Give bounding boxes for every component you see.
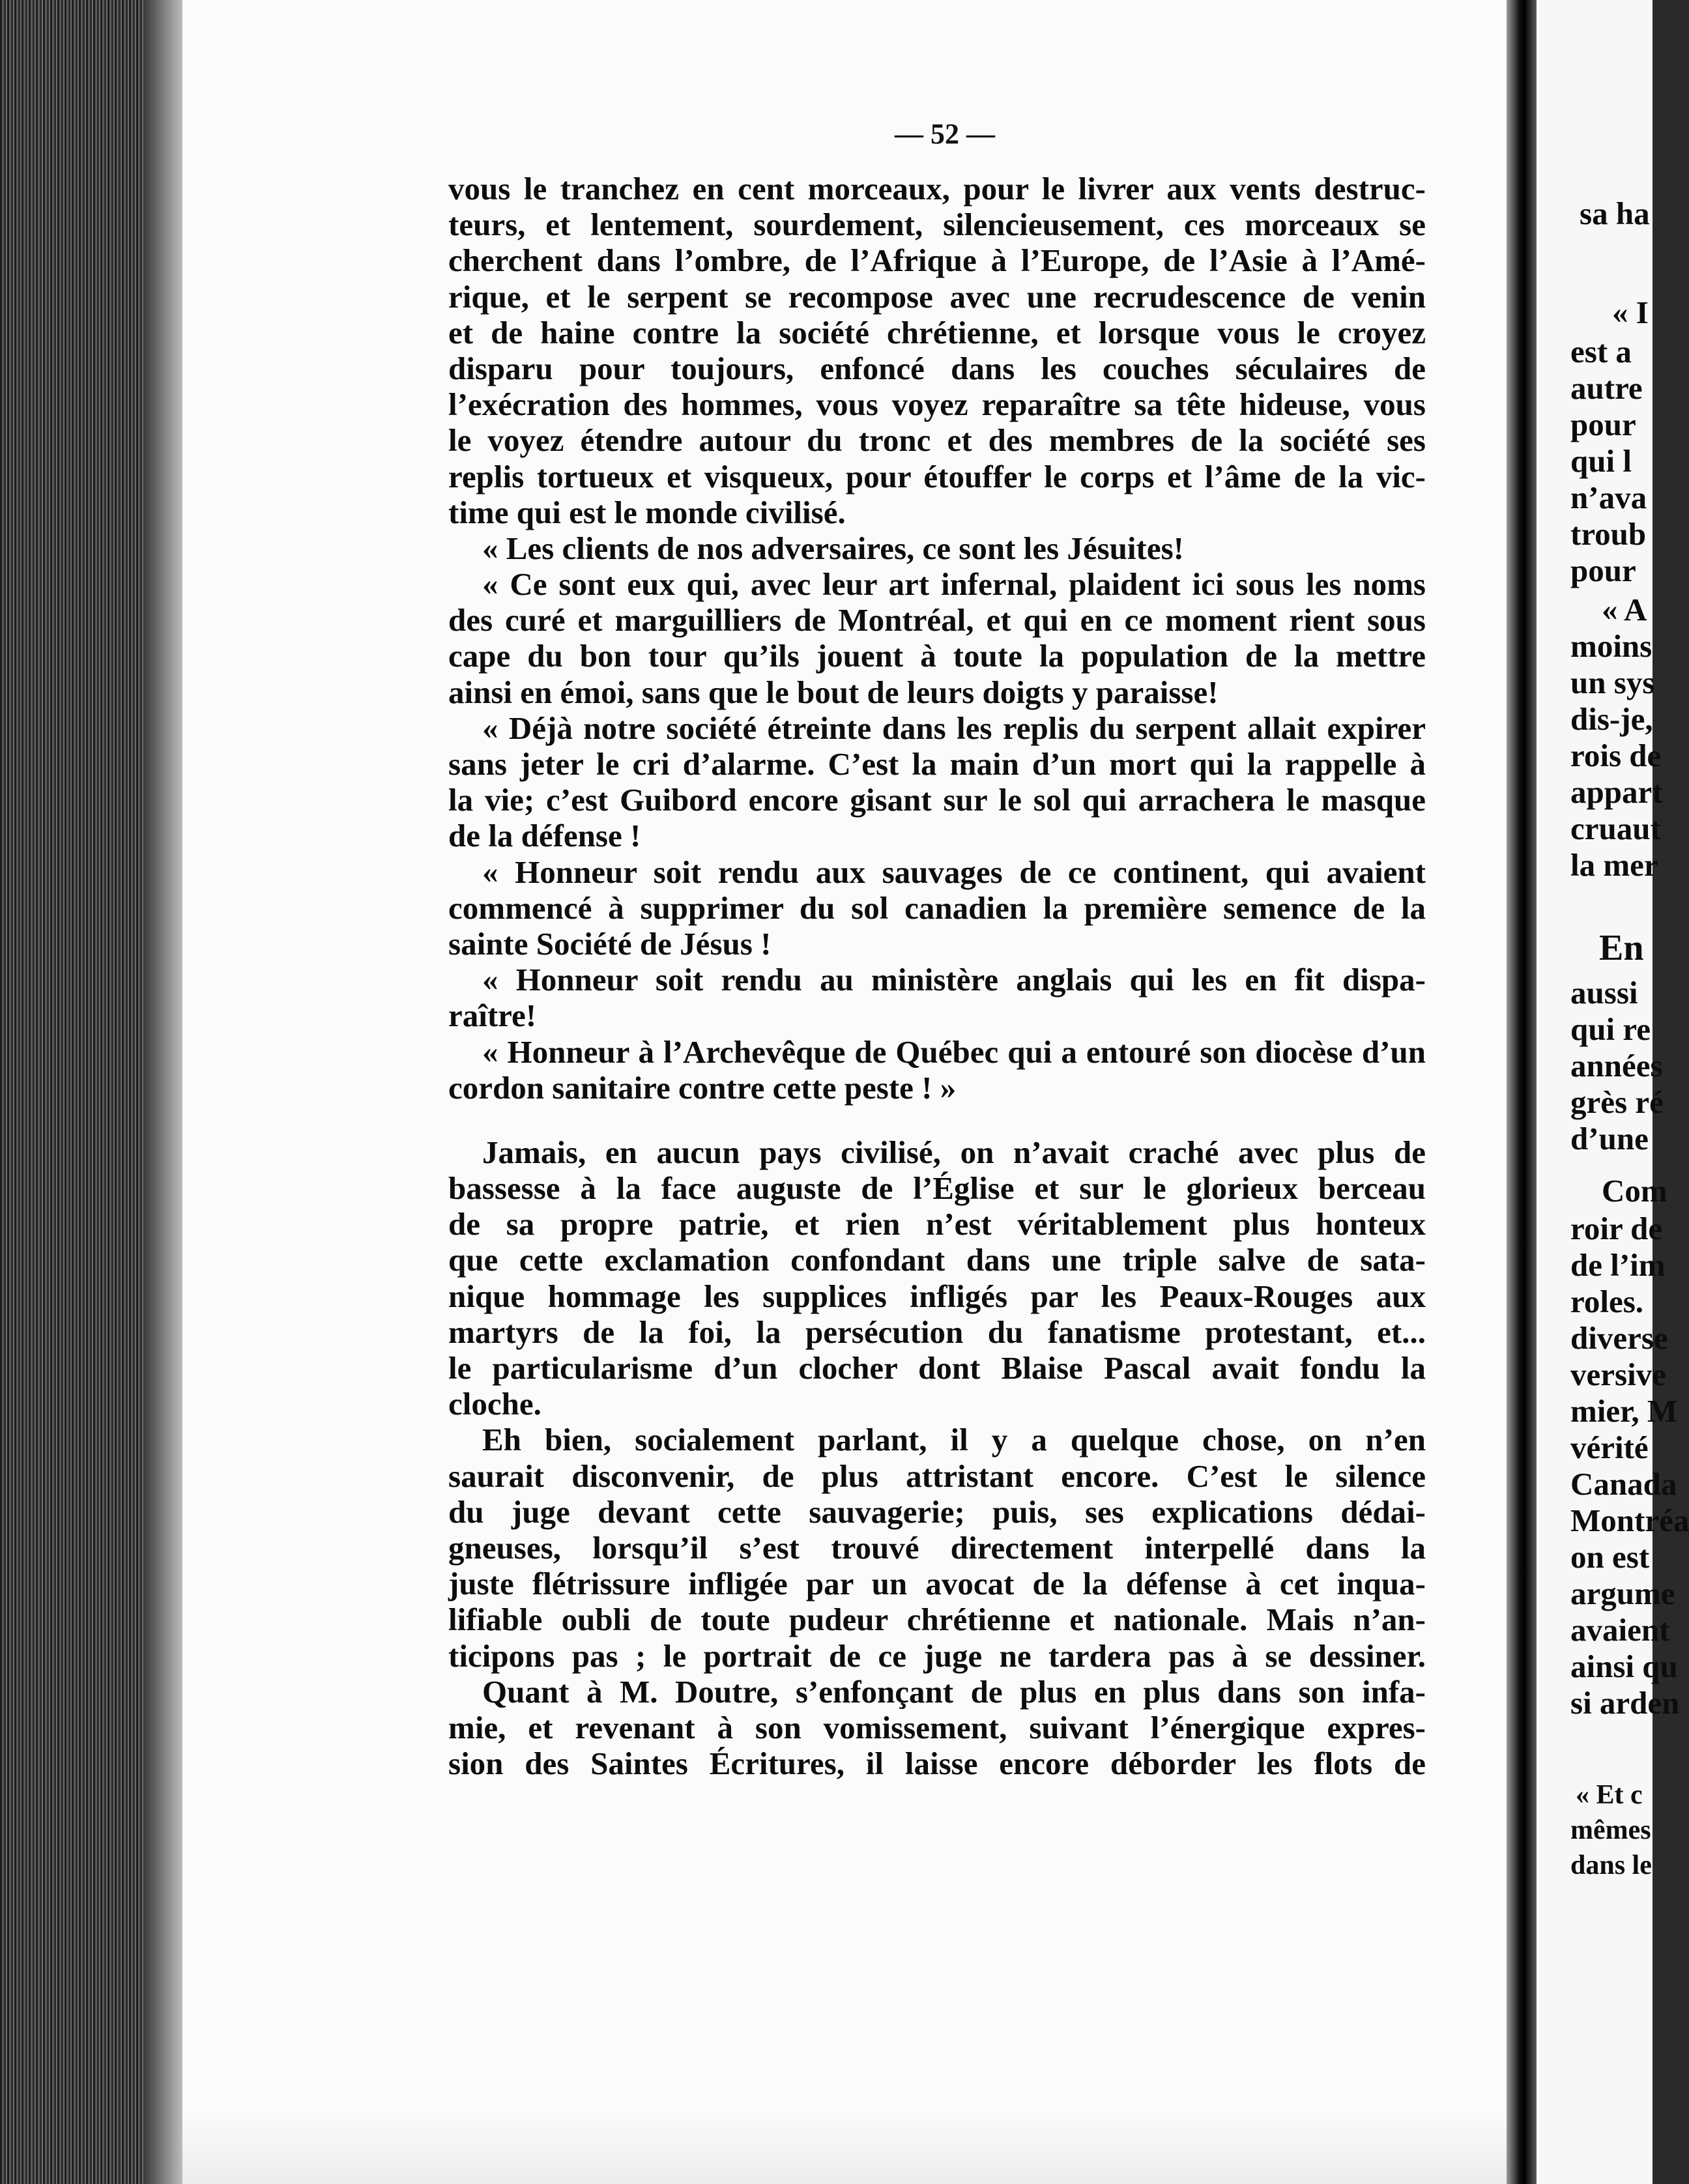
right-fragment: Com <box>1602 1173 1667 1209</box>
text-line: sainte Société de Jésus ! <box>448 925 772 962</box>
right-fragment: grès ré <box>1570 1084 1664 1120</box>
right-fragment: est a <box>1570 334 1632 369</box>
right-fragment: En <box>1599 928 1644 968</box>
page-number: — 52 — <box>895 118 995 150</box>
text-line: raître! <box>448 998 537 1034</box>
book-gutter <box>1507 0 1537 2184</box>
text-line: « Ce sont eux qui, avec leur art infernal, plaident ici sous les noms <box>482 566 1426 603</box>
page-bottom-shading <box>182 2111 1507 2184</box>
paragraph-gap <box>448 1106 1426 1134</box>
right-fragment: dis-je, <box>1570 701 1653 737</box>
text-line: de la défense ! <box>448 818 641 854</box>
right-fragment: la mer <box>1570 847 1658 883</box>
right-fragment: Montréa <box>1570 1502 1689 1538</box>
text-line: sion des Saintes Écritures, il laisse encore déborder les flots de <box>448 1746 1426 1782</box>
text-line: juste flétrissure infligée par un avocat de la défense à cet inqua- <box>448 1566 1426 1602</box>
right-fragment: troub <box>1570 516 1647 552</box>
right-fragment: vérité <box>1570 1430 1649 1465</box>
right-fragment: années <box>1570 1048 1663 1084</box>
text-line: replis tortueux et visqueux, pour étouffer le corps et l’âme de la vic- <box>448 458 1426 495</box>
right-fragment: versive <box>1570 1357 1666 1392</box>
right-page <box>1537 0 1689 2184</box>
right-fragment: si arden <box>1570 1685 1680 1721</box>
right-fragment: un sys <box>1570 665 1655 700</box>
page-body-text <box>448 171 1426 1781</box>
right-fragment: « Et c <box>1576 1780 1643 1810</box>
text-line: martyrs de la foi, la persécution du fanatisme protestant, et... <box>448 1314 1426 1350</box>
text-line: « Honneur soit rendu aux sauvages de ce continent, qui avaient <box>482 854 1426 890</box>
text-line: mie, et revenant à son vomissement, suivant l’énergique expres- <box>448 1709 1426 1746</box>
right-fragment: argume <box>1570 1575 1675 1611</box>
text-line: teurs, et lentement, sourdement, silencieusement, ces morceaux se <box>448 207 1426 243</box>
right-fragment: pour <box>1570 553 1636 588</box>
right-fragment: « A <box>1602 592 1647 627</box>
text-line: commencé à supprimer du sol canadien la première semence de la <box>448 889 1426 926</box>
text-line: l’exécration des hommes, vous voyez reparaître sa tête hideuse, vous <box>448 386 1426 423</box>
text-line: ainsi en émoi, sans que le bout de leurs doigts y paraisse! <box>448 674 1219 710</box>
right-fragment: ainsi qu <box>1570 1648 1678 1684</box>
text-line: « Les clients de nos adversaires, ce sont les Jésuites! <box>482 530 1184 566</box>
right-fragment: cruaut <box>1570 811 1661 846</box>
right-fragment: aussi <box>1570 975 1638 1011</box>
right-fragment: sa ha <box>1580 195 1650 231</box>
book-page-edges <box>0 0 182 2184</box>
text-line: le particularisme d’un clocher dont Blaise Pascal avait fondu la <box>448 1350 1426 1386</box>
text-line: « Honneur soit rendu au ministère anglais qui les en fit dispa- <box>482 962 1426 998</box>
text-line: cordon sanitaire contre cette peste ! » <box>448 1069 957 1106</box>
text-line: cherchent dans l’ombre, de l’Afrique à l’Europe, de l’Asie à l’Amé- <box>448 242 1426 279</box>
right-fragment: roir de <box>1570 1211 1663 1246</box>
text-line: des curé et marguilliers de Montréal, et qui en ce moment rient sous <box>448 602 1426 639</box>
text-line: le voyez étendre autour du tronc et des membres de la société ses <box>448 422 1426 459</box>
text-line: « Honneur à l’Archevêque de Québec qui a entouré son diocèse d’un <box>482 1033 1426 1070</box>
text-line: cape du bon tour qu’ils jouent à toute la population de la mettre <box>448 638 1426 674</box>
text-line: de sa propre patrie, et rien n’est véritablement plus honteux <box>448 1206 1426 1243</box>
right-fragment: dans le <box>1570 1850 1652 1880</box>
text-line: disparu pour toujours, enfoncé dans les couches séculaires de <box>448 350 1426 386</box>
text-line: Eh bien, socialement parlant, il y a quelque chose, on n’en <box>482 1422 1426 1458</box>
right-fragment: mêmes <box>1570 1815 1651 1845</box>
right-fragment: de l’im <box>1570 1247 1666 1283</box>
text-line: vous le tranchez en cent morceaux, pour le livrer aux vents destruc- <box>448 171 1426 207</box>
text-line: lifiable oubli de toute pudeur chrétienne et nationale. Mais n’an- <box>448 1602 1426 1638</box>
text-line: nique hommage les supplices infligés par les Peaux-Rouges aux <box>448 1278 1426 1314</box>
text-line: bassesse à la face auguste de l’Église et sur le glorieux berceau <box>448 1170 1426 1207</box>
right-fragment: diverse <box>1570 1320 1668 1356</box>
text-line: ticipons pas ; le portrait de ce juge ne tardera pas à se dessiner. <box>448 1637 1426 1674</box>
text-line: du juge devant cette sauvagerie; puis, ses explications dédai- <box>448 1493 1426 1530</box>
right-fragment: avaient <box>1570 1612 1670 1648</box>
right-fragment: mier, M <box>1570 1393 1678 1429</box>
text-line: sans jeter le cri d’alarme. C’est la main d’un mort qui la rappelle à <box>448 746 1426 782</box>
right-fragment: on est <box>1570 1539 1650 1575</box>
right-fragment: roles. <box>1570 1284 1644 1319</box>
right-page-text <box>1537 0 1689 2184</box>
right-fragment: rois de <box>1570 738 1662 773</box>
text-line: time qui est le monde civilisé. <box>448 494 846 530</box>
right-fragment: « I <box>1612 295 1649 330</box>
text-line: et de haine contre la société chrétienne, et lorsque vous le croyez <box>448 314 1426 351</box>
right-fragment: n’ava <box>1570 480 1647 515</box>
text-line: que cette exclamation confondant dans une triple salve de sata- <box>448 1242 1426 1278</box>
right-fragment: appart <box>1570 774 1663 810</box>
text-line: Jamais, en aucun pays civilisé, on n’avait craché avec plus de <box>482 1134 1426 1170</box>
text-line: la vie; c’est Guibord encore gisant sur le sol qui arrachera le masque <box>448 782 1426 818</box>
right-fragment: d’une <box>1570 1121 1649 1157</box>
right-fragment: qui l <box>1570 443 1632 479</box>
right-fragment: qui re <box>1570 1011 1651 1047</box>
right-fragment: autre <box>1570 370 1643 406</box>
text-line: saurait disconvenir, de plus attristant encore. C’est le silence <box>448 1458 1426 1494</box>
text-line: rique, et le serpent se recompose avec une recrudescence de venin <box>448 278 1426 315</box>
right-fragment: pour <box>1570 407 1636 442</box>
text-line: cloche. <box>448 1386 541 1422</box>
right-fragment: moins <box>1570 628 1653 664</box>
text-line: Quant à M. Doutre, s’enfonçant de plus en plus dans son infa- <box>482 1673 1426 1710</box>
text-line: « Déjà notre société étreinte dans les replis du serpent allait expirer <box>482 710 1426 746</box>
text-line: gneuses, lorsqu’il s’est trouvé directement interpellé dans la <box>448 1529 1426 1566</box>
right-fragment: Canada <box>1570 1466 1677 1502</box>
